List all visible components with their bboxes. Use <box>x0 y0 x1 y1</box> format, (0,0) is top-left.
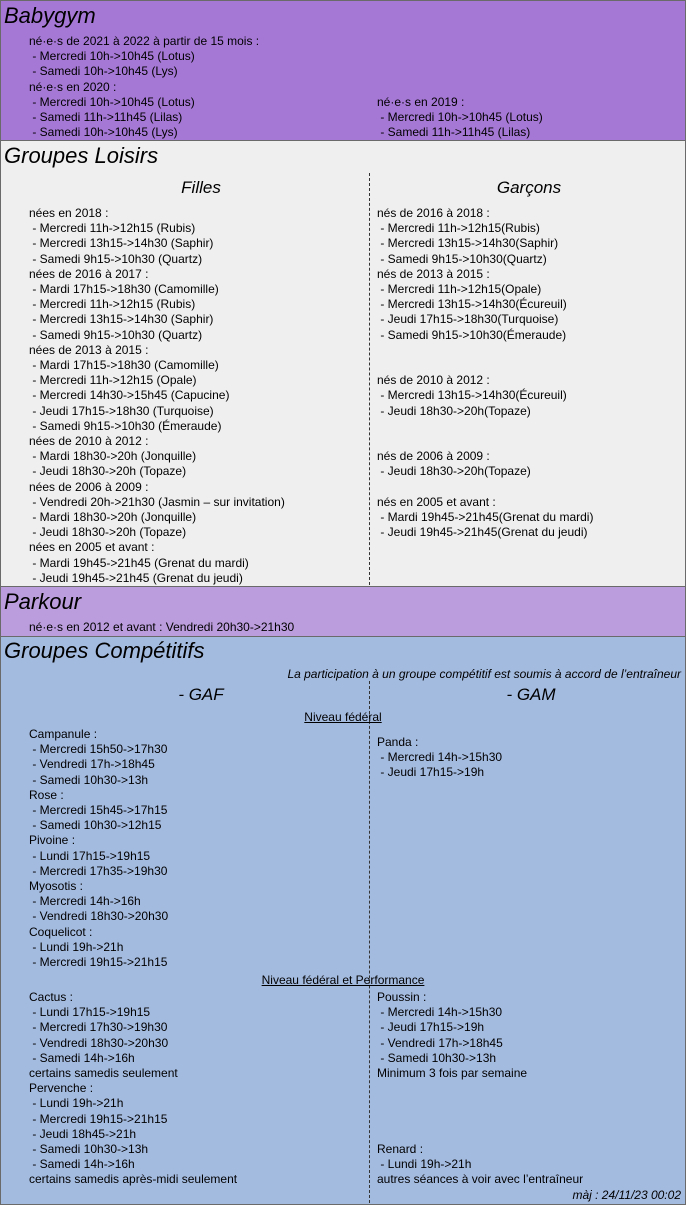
group-label: nés de 2013 à 2015 : <box>377 266 490 281</box>
spacer <box>377 1112 583 1127</box>
schedule-entry: - Mardi 18h30->20h (Jonquille) <box>29 510 197 525</box>
group-label: Pervenche : <box>29 1081 94 1096</box>
group-label: Cactus : <box>29 990 74 1004</box>
schedule-entry: - Mercredi 11h->12h15(Opale) <box>377 282 542 297</box>
schedule-entry: - Mercredi 13h15->14h30(Écureuil) <box>377 297 567 312</box>
loisirs-title: Groupes Loisirs <box>4 143 159 168</box>
gam-performance-schedule <box>377 990 583 1188</box>
schedule-entry: - Jeudi 17h15->19h <box>377 1020 485 1035</box>
competitifs-subtitle: La participation à un groupe compétitif est soumis à accord de l’entraîneur <box>287 667 681 681</box>
girls-heading: Filles <box>181 178 221 197</box>
group-label: nées de 2010 à 2012 : <box>29 434 149 449</box>
schedule-entry: - Samedi 9h15->10h30 (Quartz) <box>29 251 203 266</box>
schedule-entry: - Jeudi 18h30->20h(Topaze) <box>377 464 531 479</box>
group-label: Coquelicot : <box>29 924 93 939</box>
schedule-entry: - Mercredi 17h35->19h30 <box>29 863 168 878</box>
gaf-federal-schedule <box>29 727 168 970</box>
babygym-left-column <box>29 34 259 140</box>
gam-federal-schedule <box>377 735 502 781</box>
competitifs-divider <box>369 681 370 1203</box>
group-label: Myosotis : <box>29 879 84 894</box>
parkour-line: né·e·s en 2012 et avant : Vendredi 20h30->21h30 <box>29 620 295 634</box>
schedule-entry: - Samedi 10h30->13h <box>29 1142 149 1157</box>
schedule-entry: - Mercredi 11h->12h15 (Rubis) <box>29 221 196 236</box>
spacer <box>377 480 593 495</box>
schedule-entry: - Mercredi 10h->10h45 (Lotus) <box>29 94 195 109</box>
group-label: Panda : <box>377 735 419 749</box>
schedule-entry: - Samedi 9h15->10h30 (Quartz) <box>29 327 203 342</box>
schedule-entry: - Mercredi 17h30->19h30 <box>29 1020 168 1035</box>
schedule-entry: - Mardi 19h45->21h45 (Grenat du mardi) <box>29 555 249 570</box>
competitifs-title: Groupes Compétitifs <box>4 638 205 663</box>
boys-schedule <box>377 206 593 540</box>
group-label: né·e·s de 2021 à 2022 à partir de 15 mois : <box>29 34 260 48</box>
group-label: Pivoine : <box>29 833 76 848</box>
schedule-entry: - Samedi 9h15->10h30(Émeraude) <box>377 327 567 342</box>
group-label: né·e·s en 2020 : <box>29 79 117 94</box>
group-label: Poussin : <box>377 990 427 1004</box>
schedule-entry: - Samedi 9h15->10h30 (Émeraude) <box>29 418 222 433</box>
schedule-entry: - Jeudi 19h45->21h45 (Grenat du jeudi) <box>29 570 243 585</box>
group-label: nées de 2013 à 2015 : <box>29 342 149 357</box>
group-label: Renard : <box>377 1142 424 1157</box>
schedule-entry: - Jeudi 18h45->21h <box>29 1126 137 1141</box>
schedule-entry: - Samedi 10h->10h45 (Lys) <box>29 64 178 79</box>
schedule-entry: - Vendredi 17h->18h45 <box>377 1035 503 1050</box>
schedule-entry: - Mardi 18h30->20h (Jonquille) <box>29 449 197 464</box>
loisirs-divider <box>369 173 370 585</box>
schedule-entry: - Mercredi 14h30->15h45 (Capucine) <box>29 388 230 403</box>
group-label: Rose : <box>29 787 64 802</box>
group-label: nés de 2016 à 2018 : <box>377 206 490 220</box>
schedule-entry: - Samedi 9h15->10h30(Quartz) <box>377 251 547 266</box>
schedule-entry: - Samedi 10h30->13h <box>377 1050 497 1065</box>
group-label: nées de 2006 à 2009 : <box>29 479 149 494</box>
babygym-right-column <box>377 95 543 141</box>
schedule-entry: - Mercredi 19h15->21h15 <box>29 955 168 970</box>
babygym-title: Babygym <box>4 3 96 28</box>
schedule-entry: - Mercredi 13h15->14h30(Saphir) <box>377 236 559 251</box>
group-label: nées de 2016 à 2017 : <box>29 266 149 281</box>
schedule-entry: - Mercredi 14h->16h <box>29 894 141 909</box>
parkour-section <box>0 586 686 637</box>
boys-heading: Garçons <box>496 178 562 197</box>
spacer <box>377 343 593 358</box>
spacer <box>377 1096 583 1111</box>
spacer <box>377 1081 583 1096</box>
parkour-title: Parkour <box>4 589 82 614</box>
schedule-entry: - Lundi 17h15->19h15 <box>29 1005 151 1020</box>
schedule-entry: - Samedi 11h->11h45 (Lilas) <box>29 110 183 125</box>
schedule-entry: - Jeudi 17h15->18h30 (Turquoise) <box>29 403 214 418</box>
spacer <box>377 358 593 373</box>
competitifs-section <box>0 636 686 1205</box>
schedule-entry: - Lundi 17h15->19h15 <box>29 848 151 863</box>
schedule-entry: - Mercredi 10h->10h45 (Lotus) <box>377 110 543 125</box>
babygym-section <box>0 0 686 142</box>
schedule-entry: - Samedi 10h30->12h15 <box>29 818 162 833</box>
schedule-entry: - Mercredi 13h15->14h30(Écureuil) <box>377 388 567 403</box>
schedule-entry: - Mardi 19h45->21h45(Grenat du mardi) <box>377 510 594 525</box>
schedule-entry: - Jeudi 17h15->18h30(Turquoise) <box>377 312 559 327</box>
schedule-entry: - Mercredi 13h15->14h30 (Saphir) <box>29 236 214 251</box>
schedule-entry: - Jeudi 18h30->20h (Topaze) <box>29 525 187 540</box>
schedule-entry: - Vendredi 18h30->20h30 <box>29 1035 169 1050</box>
girls-schedule <box>29 206 285 586</box>
group-label: nées en 2018 : <box>29 206 109 220</box>
group-label: autres séances à voir avec l’entraîneur <box>377 1172 584 1187</box>
schedule-entry: - Lundi 19h->21h <box>29 939 124 954</box>
schedule-entry: - Mercredi 13h15->14h30 (Saphir) <box>29 312 214 327</box>
group-label: certains samedis seulement <box>29 1066 178 1081</box>
niveau-performance-heading: Niveau fédéral et Performance <box>261 973 425 987</box>
schedule-entry: - Samedi 14h->16h <box>29 1050 135 1065</box>
schedule-entry: - Mercredi 15h45->17h15 <box>29 803 168 818</box>
schedule-entry: - Samedi 14h->16h <box>29 1157 135 1172</box>
schedule-entry: - Vendredi 17h->18h45 <box>29 757 155 772</box>
schedule-entry: - Jeudi 18h30->20h (Topaze) <box>29 464 187 479</box>
update-note: màj : 24/11/23 00:02 <box>572 1188 681 1202</box>
schedule-entry: - Mercredi 11h->12h15(Rubis) <box>377 221 540 236</box>
schedule-entry: - Jeudi 19h45->21h45(Grenat du jeudi) <box>377 525 588 540</box>
schedule-entry: - Mercredi 15h50->17h30 <box>29 742 168 757</box>
group-label: certains samedis après-midi seulement <box>29 1172 238 1187</box>
schedule-entry: - Lundi 19h->21h <box>29 1096 124 1111</box>
group-label: nées en 2005 et avant : <box>29 540 155 555</box>
spacer <box>377 419 593 434</box>
group-label: Campanule : <box>29 727 98 741</box>
spacer <box>377 1127 583 1142</box>
schedule-entry: - Vendredi 20h->21h30 (Jasmin – sur invitation) <box>29 494 285 509</box>
spacer <box>377 434 593 449</box>
niveau-federal-heading: Niveau fédéral <box>304 710 382 724</box>
schedule-entry: - Vendredi 18h30->20h30 <box>29 909 169 924</box>
schedule-entry: - Mercredi 14h->15h30 <box>377 1005 503 1020</box>
schedule-entry: - Samedi 11h->11h45 (Lilas) <box>377 125 531 140</box>
schedule-entry: - Jeudi 17h15->19h <box>377 765 485 780</box>
schedule-entry: - Mercredi 19h15->21h15 <box>29 1111 168 1126</box>
schedule-entry: - Mercredi 14h->15h30 <box>377 750 503 765</box>
schedule-entry: - Jeudi 18h30->20h(Topaze) <box>377 403 531 418</box>
loisirs-section <box>0 140 686 587</box>
group-label: né·e·s en 2019 : <box>377 95 465 109</box>
group-label: Minimum 3 fois par semaine <box>377 1066 528 1081</box>
gam-heading: - GAM <box>506 685 556 704</box>
group-label: nés de 2006 à 2009 : <box>377 449 490 464</box>
schedule-entry: - Mardi 17h15->18h30 (Camomille) <box>29 358 219 373</box>
schedule-entry: - Mercredi 10h->10h45 (Lotus) <box>29 49 195 64</box>
schedule-entry: - Mercredi 11h->12h15 (Rubis) <box>29 297 196 312</box>
schedule-entry: - Mardi 17h15->18h30 (Camomille) <box>29 282 219 297</box>
group-label: nés de 2010 à 2012 : <box>377 373 490 388</box>
schedule-entry: - Mercredi 11h->12h15 (Opale) <box>29 373 197 388</box>
schedule-entry: - Samedi 10h->10h45 (Lys) <box>29 125 178 140</box>
schedule-entry: - Samedi 10h30->13h <box>29 772 149 787</box>
gaf-heading: - GAF <box>178 685 224 704</box>
schedule-entry: - Lundi 19h->21h <box>377 1157 472 1172</box>
group-label: nés en 2005 et avant : <box>377 494 496 509</box>
gaf-performance-schedule <box>29 990 237 1188</box>
